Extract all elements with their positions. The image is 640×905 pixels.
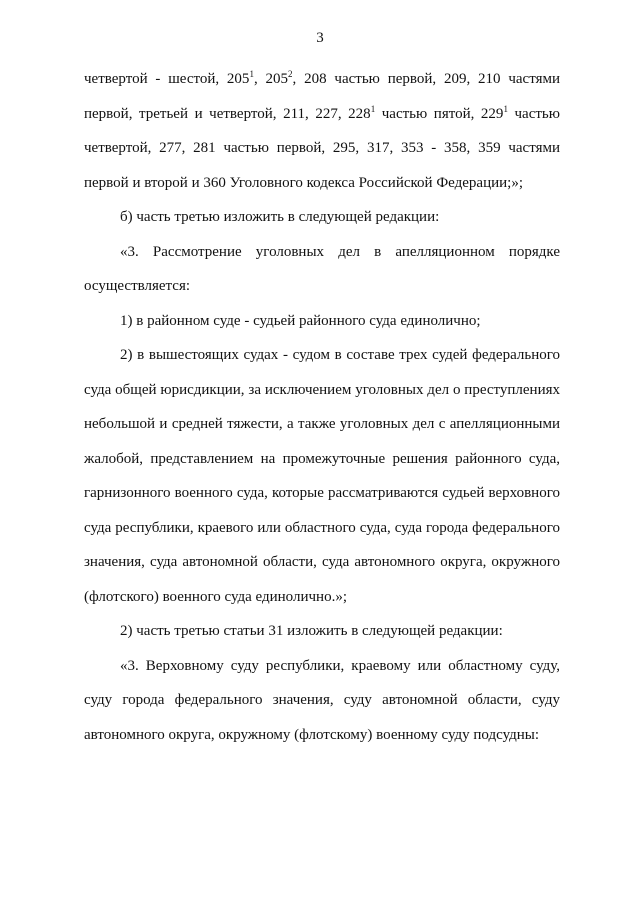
paragraph-5: 2) в вышестоящих судах - судом в составе трех судей федерального суда общей юрисдикции, за исключением уголовных дел о преступлениях небольшой и средней тяжести, а также уголовных дел с апелляционными жалобой, представлением на промежуточные решения районного суда, гарнизонного военного суда, которые рассматриваются судьей верховного суда республики, краевого или областного суда, суда города федерального значения, суда автономной области, суда автономного округа, окружного (флотского) военного суда единолично.»; [84,347,560,605]
page-number: 3 [316,30,324,46]
footnote-superscript: 1 [249,69,254,79]
paragraph-3: «3. Рассмотрение уголовных дел в апелляционном порядке осуществляется: [84,243,560,294]
paragraph-1: четвертой - шестой, $205^1$, $205^2$, 208 частью первой, 209, 210 частями первой, третьей и четвертой, 211, 227, $228^1$ частью пятой, $229^1$ частью четвертой, 277, 281 частью первой, 295, 317, 353 - 358, 359 частями первой и второй и 360 Уголовного кодекса Российской Федерации;»; [84,69,560,191]
footnote-superscript: 2 [288,69,293,79]
document-body [84,62,560,752]
paragraph-7: «3. Верховному суду республики, краевому или областному суду, суду города федерального значения, суду автономной области, суду автономного округа, окружному (флотскому) военному суду подсудны: [84,657,560,743]
footnote-superscript: 1 [503,103,508,114]
paragraph-2: б) часть третью изложить в следующей редакции: [120,209,440,225]
paragraph-6: 2) часть третью статьи 31 изложить в следующей редакции: [120,623,503,639]
paragraph-4: 1) в районном суде - судьей районного суда единолично; [120,312,481,329]
footnote-superscript: 1 [370,103,376,114]
